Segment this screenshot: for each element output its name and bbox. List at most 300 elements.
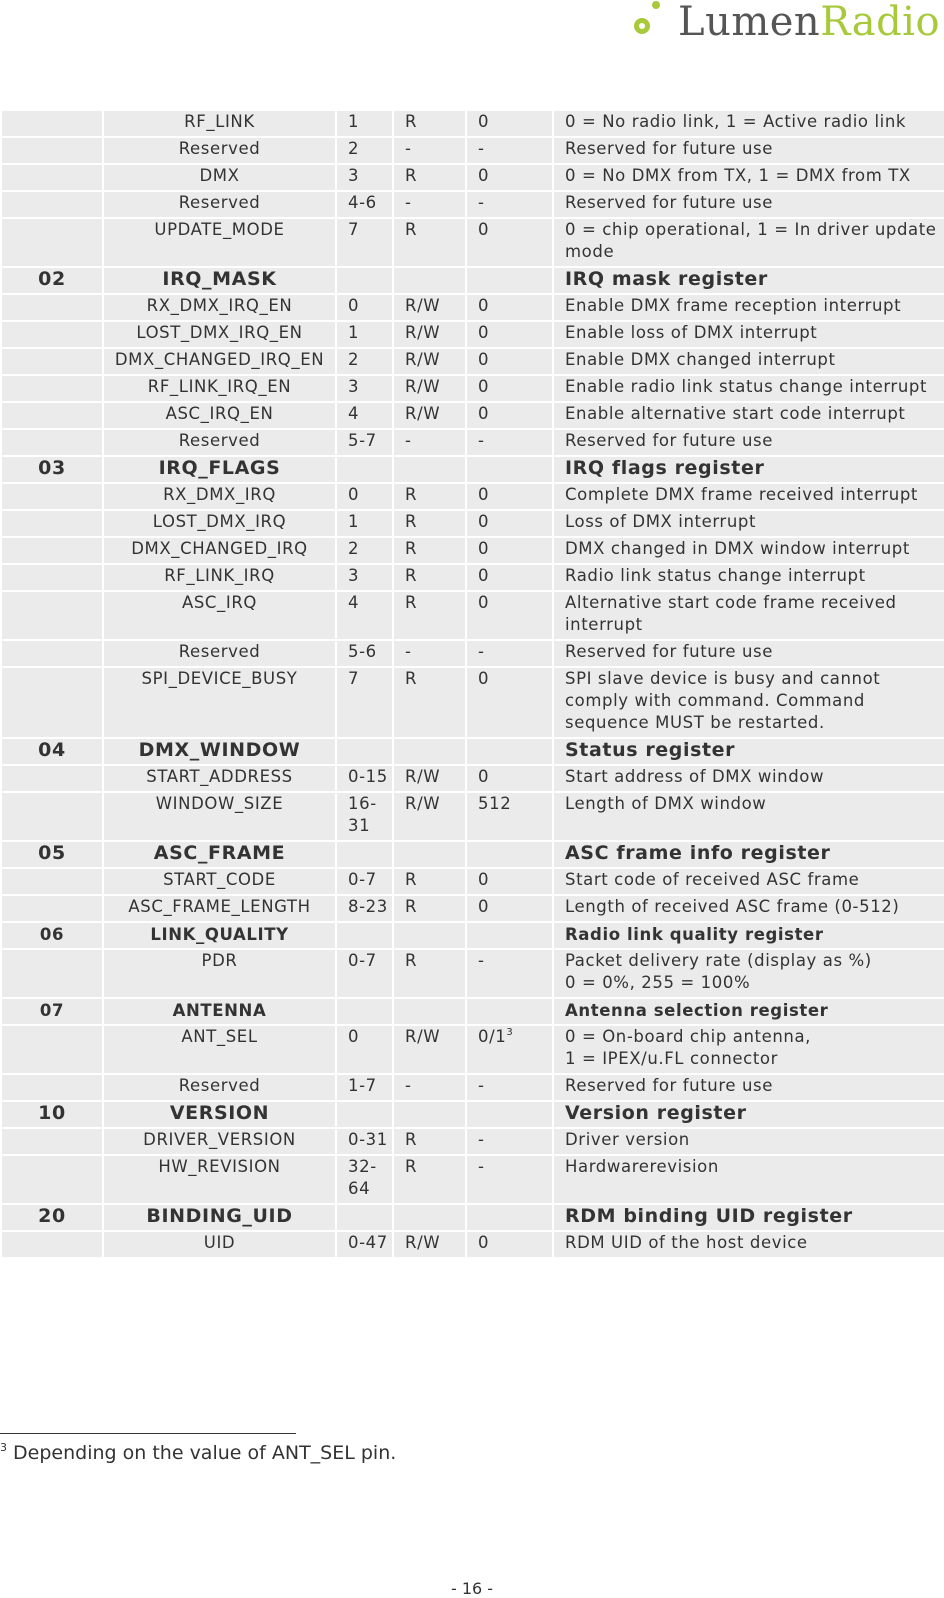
register-name: IRQ_MASK <box>103 267 336 294</box>
field-row <box>1 1155 944 1204</box>
empty-cell <box>1 667 103 738</box>
empty-cell <box>1 537 103 564</box>
field-access: R/W <box>393 375 466 402</box>
field-row <box>1 483 944 510</box>
field-default-value: - <box>478 193 485 212</box>
field-default <box>466 1155 553 1204</box>
register-description: ASC frame info register <box>553 841 944 868</box>
field-bits: 5-6 <box>336 640 393 667</box>
field-bits: 2 <box>336 348 393 375</box>
field-access: R/W <box>393 792 466 841</box>
field-default-value: 0 <box>478 669 490 688</box>
field-row <box>1 1128 944 1155</box>
register-description: Version register <box>553 1101 944 1128</box>
register-address: 05 <box>1 841 103 868</box>
field-description <box>553 191 944 218</box>
field-name: RX_DMX_IRQ <box>103 483 336 510</box>
empty-cell <box>1 375 103 402</box>
field-row <box>1 895 944 922</box>
empty-cell <box>1 1074 103 1101</box>
field-bits: 7 <box>336 218 393 267</box>
register-header-row <box>1 998 944 1025</box>
field-description <box>553 537 944 564</box>
field-description <box>553 483 944 510</box>
field-access: - <box>393 191 466 218</box>
field-name: HW_REVISION <box>103 1155 336 1204</box>
footnote-reference: 3 <box>506 1027 514 1038</box>
field-bits: 0 <box>336 483 393 510</box>
field-row <box>1 375 944 402</box>
field-default-value: - <box>478 139 485 158</box>
field-default-value: 0 <box>478 220 490 239</box>
field-name: START_CODE <box>103 868 336 895</box>
field-row <box>1 348 944 375</box>
field-default <box>466 564 553 591</box>
field-default <box>466 868 553 895</box>
field-default-value: 0 <box>478 767 490 786</box>
field-description-line: Enable DMX frame reception interrupt <box>565 296 902 315</box>
field-description-line: RDM UID of the host device <box>565 1233 808 1252</box>
field-name: ASC_FRAME_LENGTH <box>103 895 336 922</box>
field-default-value: 0/1 <box>478 1027 507 1046</box>
field-default-value: - <box>478 1157 485 1176</box>
field-default <box>466 1128 553 1155</box>
register-table-body <box>1 110 944 1258</box>
field-description-line: 0 = chip operational, 1 = In driver update mode <box>565 220 937 261</box>
field-name: START_ADDRESS <box>103 765 336 792</box>
field-row <box>1 402 944 429</box>
field-bits: 1 <box>336 110 393 137</box>
field-access: - <box>393 429 466 456</box>
field-description-line: Length of DMX window <box>565 794 767 813</box>
field-name: LOST_DMX_IRQ_EN <box>103 321 336 348</box>
field-description <box>553 137 944 164</box>
field-description <box>553 294 944 321</box>
field-description <box>553 218 944 267</box>
register-header-row <box>1 841 944 868</box>
register-address: 20 <box>1 1204 103 1231</box>
field-description-line: Enable radio link status change interrupt <box>565 377 928 396</box>
field-access: R <box>393 895 466 922</box>
field-name: LOST_DMX_IRQ <box>103 510 336 537</box>
field-row <box>1 294 944 321</box>
register-address: 06 <box>1 922 103 949</box>
field-default <box>466 765 553 792</box>
empty-cell <box>1 483 103 510</box>
field-description <box>553 321 944 348</box>
field-default <box>466 591 553 640</box>
field-name: ASC_IRQ <box>103 591 336 640</box>
empty-cell <box>1 949 103 998</box>
empty-cell <box>336 1204 393 1231</box>
field-access: R <box>393 591 466 640</box>
field-default-value: 0 <box>478 323 490 342</box>
field-access: R <box>393 1128 466 1155</box>
field-access: R <box>393 164 466 191</box>
register-header-row <box>1 456 944 483</box>
empty-cell <box>1 591 103 640</box>
empty-cell <box>466 922 553 949</box>
field-default <box>466 537 553 564</box>
field-default <box>466 375 553 402</box>
field-row <box>1 137 944 164</box>
field-default-value: 0 <box>478 593 490 612</box>
field-description-line: Packet delivery rate (display as %) <box>565 951 872 970</box>
field-bits: 3 <box>336 564 393 591</box>
field-default-value: - <box>478 1076 485 1095</box>
field-bits: 2 <box>336 137 393 164</box>
field-name: SPI_DEVICE_BUSY <box>103 667 336 738</box>
field-description <box>553 1128 944 1155</box>
field-description-line: Alternative start code frame received interrupt <box>565 593 897 634</box>
field-bits: 16-31 <box>336 792 393 841</box>
field-default <box>466 110 553 137</box>
field-description <box>553 895 944 922</box>
register-table <box>0 109 944 1259</box>
register-address: 02 <box>1 267 103 294</box>
field-description <box>553 1025 944 1074</box>
field-name: DMX_CHANGED_IRQ_EN <box>103 348 336 375</box>
empty-cell <box>1 1128 103 1155</box>
field-name: WINDOW_SIZE <box>103 792 336 841</box>
empty-cell <box>1 137 103 164</box>
field-row <box>1 110 944 137</box>
empty-cell <box>1 294 103 321</box>
field-bits: 4 <box>336 591 393 640</box>
field-description <box>553 765 944 792</box>
field-access: R/W <box>393 321 466 348</box>
field-description-line: Reserved for future use <box>565 642 773 661</box>
field-default-value: - <box>478 642 485 661</box>
empty-cell <box>336 841 393 868</box>
field-bits: 0-7 <box>336 949 393 998</box>
field-default-value: 0 <box>478 566 490 585</box>
register-description: RDM binding UID register <box>553 1204 944 1231</box>
empty-cell <box>393 267 466 294</box>
empty-cell <box>1 1025 103 1074</box>
empty-cell <box>466 841 553 868</box>
empty-cell <box>1 321 103 348</box>
field-access: R <box>393 110 466 137</box>
field-default <box>466 294 553 321</box>
field-access: - <box>393 640 466 667</box>
empty-cell <box>1 792 103 841</box>
field-row <box>1 640 944 667</box>
field-default-value: - <box>478 1130 485 1149</box>
field-description-line: Enable loss of DMX interrupt <box>565 323 818 342</box>
empty-cell <box>393 1204 466 1231</box>
empty-cell <box>393 998 466 1025</box>
empty-cell <box>1 429 103 456</box>
footnote-mark: 3 <box>0 1441 7 1454</box>
field-default-value: 512 <box>478 794 512 813</box>
field-description-line: 1 = IPEX/u.FL connector <box>565 1049 779 1068</box>
field-access: R <box>393 564 466 591</box>
field-default-value: 0 <box>478 350 490 369</box>
field-bits: 1-7 <box>336 1074 393 1101</box>
field-row <box>1 667 944 738</box>
field-name: RF_LINK <box>103 110 336 137</box>
field-description <box>553 640 944 667</box>
field-description-line: Reserved for future use <box>565 1076 773 1095</box>
empty-cell <box>1 218 103 267</box>
field-description-line: 0 = No DMX from TX, 1 = DMX from TX <box>565 166 911 185</box>
field-description <box>553 868 944 895</box>
field-access: R <box>393 510 466 537</box>
field-name: RF_LINK_IRQ_EN <box>103 375 336 402</box>
register-address: 04 <box>1 738 103 765</box>
field-description-line: Start code of received ASC frame <box>565 870 860 889</box>
empty-cell <box>1 895 103 922</box>
empty-cell <box>336 738 393 765</box>
field-default <box>466 1074 553 1101</box>
field-bits: 3 <box>336 164 393 191</box>
register-header-row <box>1 1204 944 1231</box>
field-name: Reserved <box>103 429 336 456</box>
empty-cell <box>1 640 103 667</box>
empty-cell <box>466 738 553 765</box>
field-row <box>1 321 944 348</box>
field-description <box>553 375 944 402</box>
logo-text-lumen: Lumen <box>678 0 821 45</box>
field-description <box>553 1074 944 1101</box>
field-bits: 4-6 <box>336 191 393 218</box>
empty-cell <box>466 998 553 1025</box>
field-name: Reserved <box>103 1074 336 1101</box>
field-default <box>466 792 553 841</box>
logo-text-radio: Radio <box>820 0 941 45</box>
field-row <box>1 949 944 998</box>
empty-cell <box>1 402 103 429</box>
field-default <box>466 348 553 375</box>
field-name: DRIVER_VERSION <box>103 1128 336 1155</box>
field-name: Reserved <box>103 640 336 667</box>
field-access: R/W <box>393 348 466 375</box>
field-name: PDR <box>103 949 336 998</box>
field-access: R/W <box>393 765 466 792</box>
register-description: IRQ mask register <box>553 267 944 294</box>
field-default <box>466 218 553 267</box>
field-description-line: 0 = 0%, 255 = 100% <box>565 973 751 992</box>
field-description-line: DMX changed in DMX window interrupt <box>565 539 910 558</box>
field-default-value: 0 <box>478 897 490 916</box>
empty-cell <box>466 1101 553 1128</box>
register-header-row <box>1 1101 944 1128</box>
field-name: DMX <box>103 164 336 191</box>
empty-cell <box>393 738 466 765</box>
field-default <box>466 949 553 998</box>
field-bits: 0-47 <box>336 1231 393 1258</box>
field-description <box>553 429 944 456</box>
field-description <box>553 348 944 375</box>
empty-cell <box>336 1101 393 1128</box>
empty-cell <box>1 1231 103 1258</box>
field-description-line: Reserved for future use <box>565 193 773 212</box>
field-default-value: - <box>478 951 485 970</box>
field-description-line: Reserved for future use <box>565 139 773 158</box>
register-header-row <box>1 267 944 294</box>
field-default-value: 0 <box>478 112 490 131</box>
field-access: R/W <box>393 294 466 321</box>
field-default-value: - <box>478 431 485 450</box>
field-description-line: 0 = No radio link, 1 = Active radio link <box>565 112 907 131</box>
register-description: Antenna selection register <box>553 998 944 1025</box>
empty-cell <box>1 191 103 218</box>
field-bits: 1 <box>336 321 393 348</box>
empty-cell <box>393 1101 466 1128</box>
field-row <box>1 164 944 191</box>
field-description-line: 0 = On-board chip antenna, <box>565 1027 811 1046</box>
empty-cell <box>1 510 103 537</box>
field-row <box>1 537 944 564</box>
field-description <box>553 667 944 738</box>
field-default-value: 0 <box>478 377 490 396</box>
empty-cell <box>1 868 103 895</box>
field-description-line: Driver version <box>565 1130 690 1149</box>
register-name: BINDING_UID <box>103 1204 336 1231</box>
field-description-line: Enable DMX changed interrupt <box>565 350 836 369</box>
field-name: ANT_SEL <box>103 1025 336 1074</box>
empty-cell <box>466 267 553 294</box>
field-description <box>553 164 944 191</box>
field-default <box>466 191 553 218</box>
register-header-row <box>1 922 944 949</box>
empty-cell <box>1 765 103 792</box>
field-default-value: 0 <box>478 1233 490 1252</box>
field-access: R <box>393 1155 466 1204</box>
field-bits: 0-31 <box>336 1128 393 1155</box>
field-description-line: Radio link status change interrupt <box>565 566 866 585</box>
field-default <box>466 1231 553 1258</box>
field-default <box>466 137 553 164</box>
register-name: IRQ_FLAGS <box>103 456 336 483</box>
field-bits: 1 <box>336 510 393 537</box>
field-default-value: 0 <box>478 404 490 423</box>
field-description <box>553 949 944 998</box>
empty-cell <box>466 1204 553 1231</box>
field-row <box>1 1231 944 1258</box>
field-description-line: Loss of DMX interrupt <box>565 512 757 531</box>
field-bits: 3 <box>336 375 393 402</box>
logo-mark-large-dot <box>634 18 650 34</box>
empty-cell <box>393 841 466 868</box>
empty-cell <box>1 110 103 137</box>
logo-wordmark <box>678 0 940 46</box>
field-name: RF_LINK_IRQ <box>103 564 336 591</box>
field-row <box>1 591 944 640</box>
empty-cell <box>336 456 393 483</box>
register-description: IRQ flags register <box>553 456 944 483</box>
field-row <box>1 868 944 895</box>
empty-cell <box>336 267 393 294</box>
empty-cell <box>1 164 103 191</box>
field-row <box>1 792 944 841</box>
field-name: DMX_CHANGED_IRQ <box>103 537 336 564</box>
field-description <box>553 510 944 537</box>
field-default-value: 0 <box>478 166 490 185</box>
field-name: ASC_IRQ_EN <box>103 402 336 429</box>
empty-cell <box>393 456 466 483</box>
field-bits: 0 <box>336 294 393 321</box>
field-default <box>466 483 553 510</box>
field-default-value: 0 <box>478 296 490 315</box>
field-description <box>553 402 944 429</box>
field-name: UPDATE_MODE <box>103 218 336 267</box>
field-description-line: Reserved for future use <box>565 431 773 450</box>
field-access: R/W <box>393 1231 466 1258</box>
register-description: Radio link quality register <box>553 922 944 949</box>
logo-mark-small-dot <box>652 1 660 9</box>
field-row <box>1 191 944 218</box>
field-default <box>466 667 553 738</box>
field-access: R/W <box>393 402 466 429</box>
field-default <box>466 895 553 922</box>
field-name: Reserved <box>103 137 336 164</box>
field-bits: 8-23 <box>336 895 393 922</box>
field-access: R <box>393 537 466 564</box>
field-row <box>1 218 944 267</box>
field-name: UID <box>103 1231 336 1258</box>
register-name: DMX_WINDOW <box>103 738 336 765</box>
field-bits: 0 <box>336 1025 393 1074</box>
register-name: LINK_QUALITY <box>103 922 336 949</box>
field-row <box>1 429 944 456</box>
field-default-value: 0 <box>478 870 490 889</box>
field-description-line: SPI slave device is busy and cannot comply with command. Command sequence MUST be restarted. <box>565 669 881 732</box>
field-bits: 0-15 <box>336 765 393 792</box>
field-bits: 0-7 <box>336 868 393 895</box>
field-description <box>553 110 944 137</box>
field-access: R <box>393 483 466 510</box>
register-address: 07 <box>1 998 103 1025</box>
empty-cell <box>336 922 393 949</box>
field-bits: 5-7 <box>336 429 393 456</box>
register-address: 10 <box>1 1101 103 1128</box>
field-default <box>466 164 553 191</box>
footnote-text: Depending on the value of ANT_SEL pin. <box>13 1442 397 1464</box>
field-row <box>1 564 944 591</box>
field-default-value: 0 <box>478 539 490 558</box>
field-default <box>466 402 553 429</box>
field-bits: 2 <box>336 537 393 564</box>
field-default <box>466 510 553 537</box>
field-default <box>466 321 553 348</box>
field-row <box>1 1074 944 1101</box>
field-name: RX_DMX_IRQ_EN <box>103 294 336 321</box>
field-bits: 32-64 <box>336 1155 393 1204</box>
register-description: Status register <box>553 738 944 765</box>
field-default <box>466 429 553 456</box>
empty-cell <box>336 998 393 1025</box>
empty-cell <box>1 1155 103 1204</box>
field-access: - <box>393 137 466 164</box>
field-description-line: Length of received ASC frame (0-512) <box>565 897 900 916</box>
field-description-line: Enable alternative start code interrupt <box>565 404 906 423</box>
field-access: R <box>393 667 466 738</box>
register-name: ANTENNA <box>103 998 336 1025</box>
field-access: - <box>393 1074 466 1101</box>
register-name: ASC_FRAME <box>103 841 336 868</box>
field-description-line: Complete DMX frame received interrupt <box>565 485 918 504</box>
field-description <box>553 1155 944 1204</box>
page-number: - 16 - <box>450 1579 494 1598</box>
field-access: R <box>393 868 466 895</box>
field-default-value: 0 <box>478 512 490 531</box>
field-default <box>466 640 553 667</box>
field-bits: 4 <box>336 402 393 429</box>
field-default-value: 0 <box>478 485 490 504</box>
register-address: 03 <box>1 456 103 483</box>
